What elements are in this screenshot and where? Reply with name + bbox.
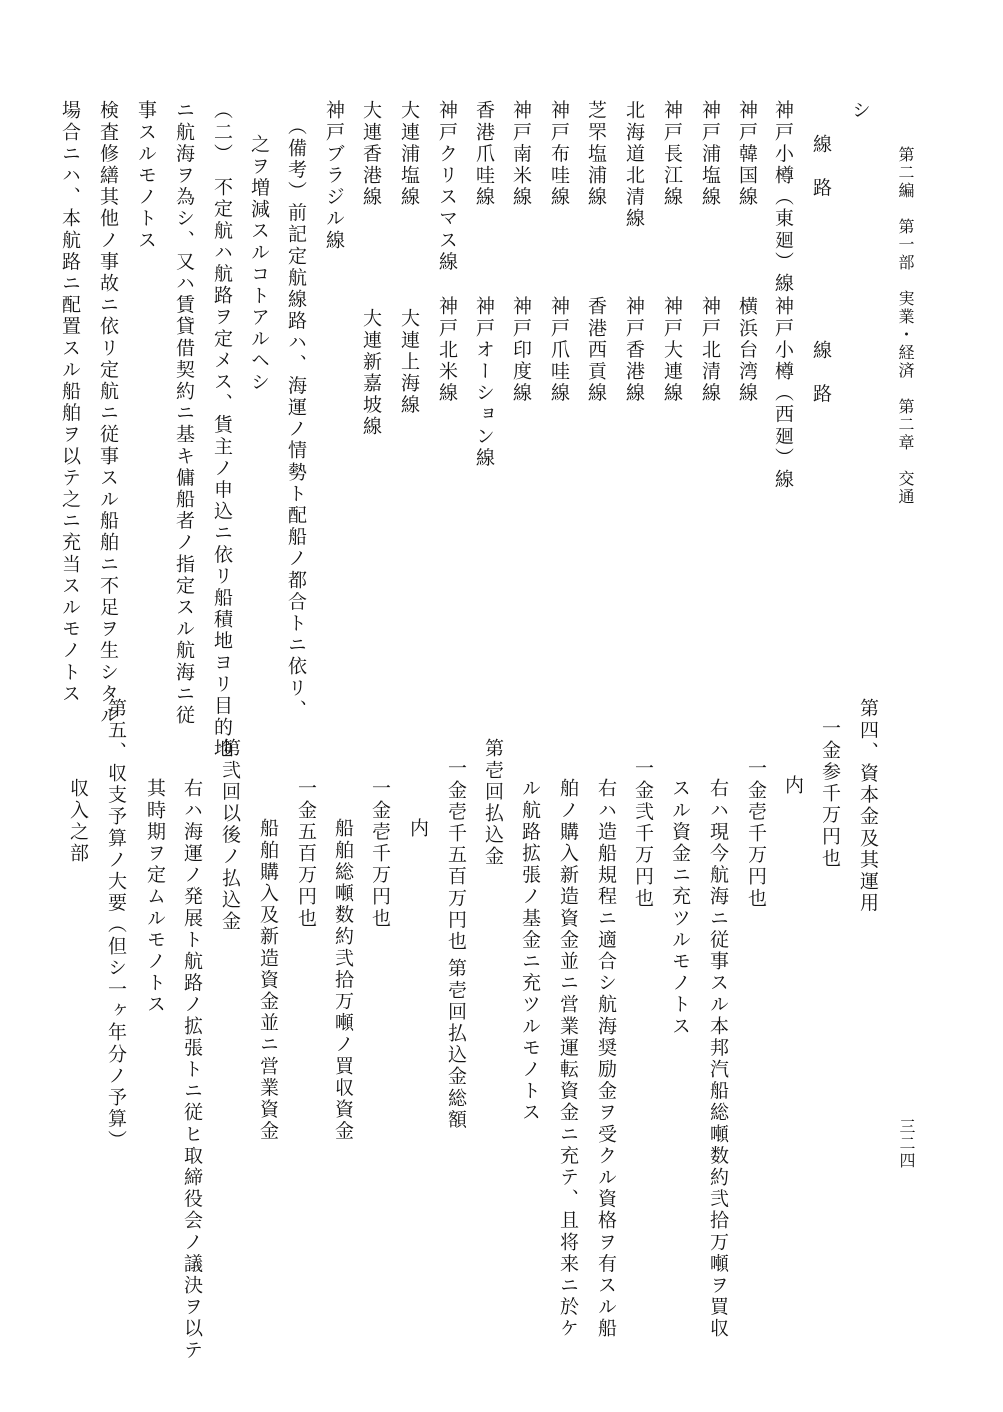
section-4-title: 第四、資本金及其運用 [857, 698, 879, 914]
route-kobe-otaru-east: 神戸小樽（東廻）線 [772, 100, 794, 295]
route-kobe-korea: 神戸韓国線 [736, 100, 758, 208]
route-chefoo-urajio: 芝罘塩浦線 [585, 100, 607, 208]
route-kobe-north-america: 神戸北米線 [436, 296, 458, 404]
item-1-desc-1: 右ハ現今航海ニ従事スル本邦汽船総噸数約弐拾万噸ヲ買収 [707, 778, 729, 1340]
clause-2-line-2: ニ航海ヲ為シ、又ハ賃貸借契約ニ基キ傭船者ノ指定スル航海ニ従 [173, 100, 195, 727]
route-kobe-brazil: 神戸ブラジル線 [323, 100, 345, 252]
running-title: 第二編 第一部 実業・経済 第二章 交通 [896, 146, 915, 506]
clause-2-line-4: 検査修繕其他ノ事故ニ依リ定航ニ従事スル船舶ニ不足ヲ生シタル [97, 100, 119, 727]
intro-tail: シ [849, 100, 871, 122]
heading-routes-b: 線 路 [810, 340, 832, 405]
page-number: 三二四 [897, 1118, 916, 1169]
note-line-2: 之ヲ増減スルコトアルヘシ [248, 134, 270, 394]
route-dairen-urajio: 大連浦塩線 [398, 100, 420, 208]
breakdown-1: 内 [782, 775, 804, 797]
item-2-amount: 一金弐千万円也 [632, 758, 654, 910]
route-kobe-urajio: 神戸浦塩線 [699, 100, 721, 208]
clause-2-line-5: 場合ニハ、本航路ニ配置スル船舶ヲ以テ之ニ充当スルモノトス [59, 100, 81, 705]
second-payment-desc-1: 右ハ海運ノ発展ト航路ノ拡張トニ従ヒ取締役会ノ議決ヲ以テ [181, 778, 203, 1362]
route-kobe-south-america: 神戸南米線 [510, 100, 532, 208]
clause-2-line-3: 事スルモノトス [135, 100, 157, 252]
route-dairen-singapore: 大連新嘉坡線 [360, 308, 382, 438]
route-kobe-india: 神戸印度線 [510, 296, 532, 404]
section-5-title: 第五、収支予算ノ大要（但シ一ヶ年分ノ予算） [105, 698, 127, 1152]
item-2-desc-2: 舶ノ購入新造資金並ニ営業運転資金ニ充テ、且将来ニ於ケ [557, 778, 579, 1340]
first-payment-label: 第壱回払込金総額 [445, 958, 467, 1131]
route-kobe-changjiang: 神戸長江線 [661, 100, 683, 208]
route-kobe-java: 神戸爪哇線 [548, 296, 570, 404]
capital-total: 一金参千万円也 [819, 718, 841, 870]
route-kobe-hongkong: 神戸香港線 [623, 296, 645, 404]
fp-item-2-desc: 船舶購入及新造資金並ニ営業資金 [257, 818, 279, 1142]
item-1-desc-2: スル資金ニ充ツルモノトス [669, 778, 691, 1038]
route-hongkong-west-tribute: 香港西貢線 [585, 296, 607, 404]
note-line-1: （備考）前記定航線路ハ、海運ノ情勢ト配船ノ都合トニ依リ、 [285, 116, 307, 721]
breakdown-2: 内 [407, 818, 429, 840]
fp-item-1-amount: 一金壱千万円也 [369, 778, 391, 930]
heading-routes-a: 線 路 [810, 134, 832, 199]
route-dairen-shanghai: 大連上海線 [398, 308, 420, 416]
route-kobe-oceania: 神戸オーション線 [473, 296, 495, 469]
item-2-desc-1: 右ハ造船規程ニ適合シ航海奨励金ヲ受クル資格ヲ有スル船 [595, 778, 617, 1340]
route-hongkong-java: 香港爪哇線 [473, 100, 495, 208]
fp-item-1-desc: 船舶総噸数約弐拾万噸ノ買収資金 [332, 818, 354, 1142]
route-hokkaido-north-china: 北海道北清線 [623, 100, 645, 230]
clause-2-line-1: （二） 不定航ハ航路ヲ定メス、貨主ノ申込ニ依リ船積地ヨリ目的地 [211, 100, 233, 761]
income-heading: 収入之部 [67, 778, 89, 865]
route-kobe-christmas: 神戸クリスマス線 [436, 100, 458, 273]
route-yokohama-taiwan: 横浜台湾線 [736, 296, 758, 404]
second-payment-desc-2: 其時期ヲ定ムルモノトス [144, 778, 166, 1016]
route-kobe-north-china: 神戸北清線 [699, 296, 721, 404]
first-payment-title: 第壱回払込金 [482, 738, 504, 868]
route-kobe-dairen: 神戸大連線 [661, 296, 683, 404]
item-1-amount: 一金壱千万円也 [745, 758, 767, 910]
fp-item-2-amount: 一金五百万円也 [295, 778, 317, 930]
route-kobe-bombay: 神戸布哇線 [548, 100, 570, 208]
route-dairen-hongkong: 大連香港線 [360, 100, 382, 208]
item-2-desc-3: ル航路拡張ノ基金ニ充ツルモノトス [519, 778, 541, 1124]
first-payment-amount: 一金壱千五百万円也 [445, 758, 467, 953]
second-payment-title: 第弐回以後ノ払込金 [219, 738, 241, 933]
route-kobe-otaru-west: 神戸小樽（西廻）線 [772, 296, 794, 491]
